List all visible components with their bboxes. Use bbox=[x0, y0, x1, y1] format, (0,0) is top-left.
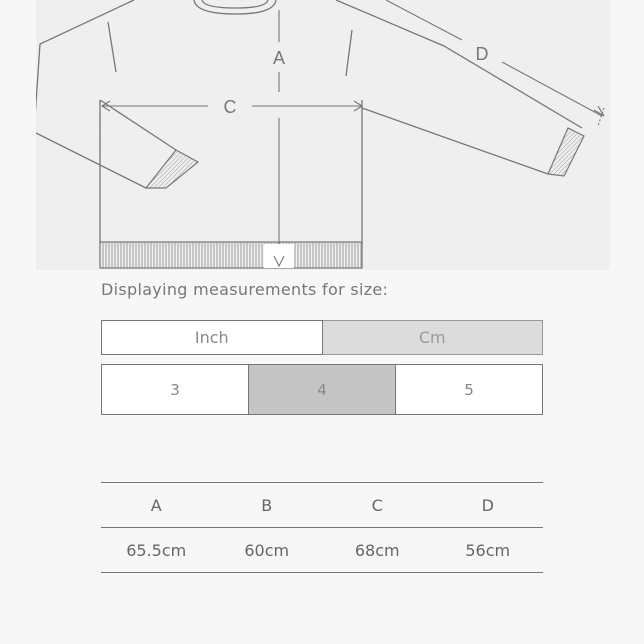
measurement-table bbox=[101, 482, 543, 573]
header-c: C bbox=[371, 495, 383, 515]
unit-toggle bbox=[101, 320, 543, 355]
size-5-button[interactable]: 5 bbox=[396, 364, 543, 415]
sweater-outline bbox=[36, 0, 582, 244]
header-b: B bbox=[261, 495, 273, 515]
measure-d-label: D bbox=[475, 44, 489, 64]
unit-inch-button[interactable]: Inch bbox=[101, 320, 323, 355]
sweater-illustration bbox=[36, 0, 610, 270]
value-b: 60cm bbox=[244, 540, 290, 560]
measurement-header-row bbox=[101, 482, 543, 528]
value-a: 65.5cm bbox=[126, 540, 187, 560]
measurement-value-row bbox=[101, 528, 543, 573]
header-a: A bbox=[150, 495, 162, 515]
value-d: 56cm bbox=[465, 540, 511, 560]
sweater-measurement-diagram bbox=[36, 0, 610, 270]
unit-cm-button[interactable]: Cm bbox=[323, 320, 544, 355]
header-d: D bbox=[481, 495, 494, 515]
size-4-button[interactable]: 4 bbox=[249, 364, 396, 415]
size-caption: Displaying measurements for size: bbox=[101, 280, 389, 299]
measure-c-label: C bbox=[223, 97, 237, 117]
measure-d-line bbox=[386, 0, 604, 126]
measure-a-label: A bbox=[272, 48, 286, 68]
value-c: 68cm bbox=[354, 540, 400, 560]
size-3-button[interactable]: 3 bbox=[101, 364, 249, 415]
size-selector bbox=[101, 364, 543, 415]
